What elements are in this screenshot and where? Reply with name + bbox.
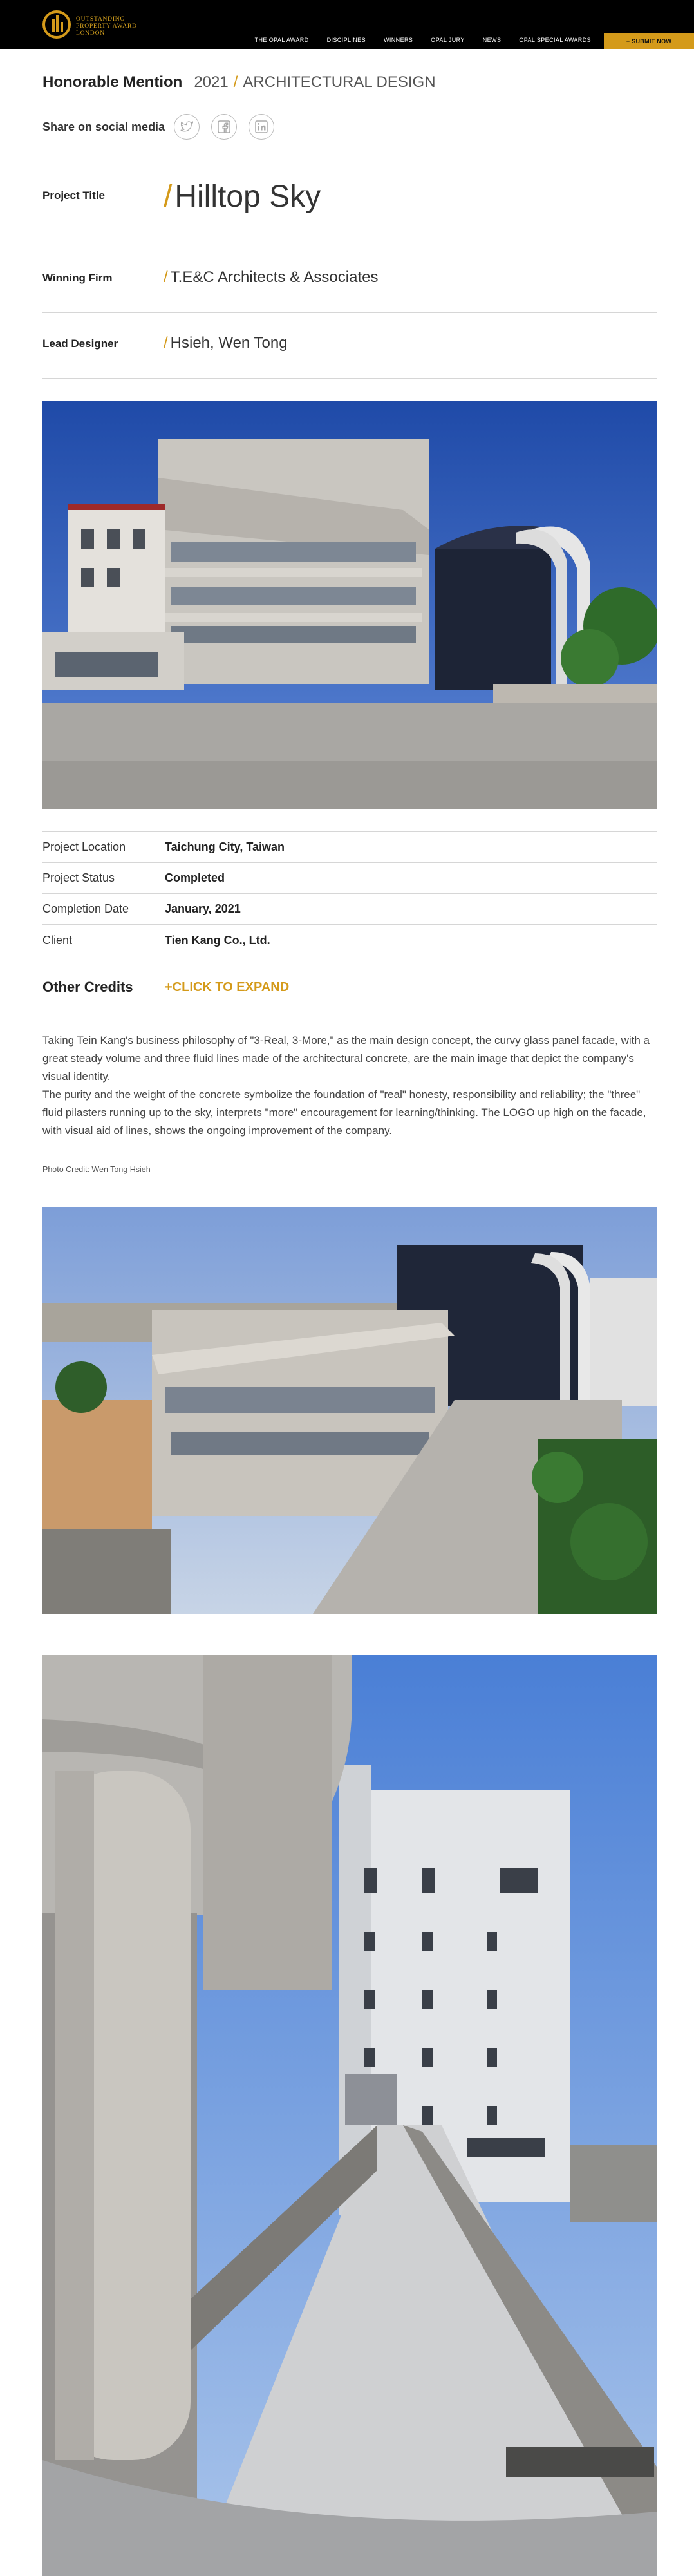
project-photo-3[interactable] [42,1655,657,2576]
detail-value: Tien Kang Co., Ltd. [165,933,270,947]
nav-opal-special-awards[interactable]: OPAL SPECIAL AWARDS [519,37,591,43]
project-title-label: Project Title [42,189,105,202]
project-title-text: Hilltop Sky [174,180,321,214]
photo-credit: Photo Credit: Wen Tong Hsieh [42,1165,151,1174]
nav-winners[interactable]: WINNERS [383,37,413,43]
logo-wordmark [76,16,137,37]
top-navigation-bar [0,0,694,49]
winning-firm-value [164,269,378,287]
nav-news[interactable]: NEWS [482,37,502,43]
title-slash: / [164,180,173,214]
other-credits [42,979,657,996]
project-title-row [42,162,657,247]
share-bar [42,113,286,140]
winning-firm-label: Winning Firm [42,272,113,284]
detail-label: Client [42,933,73,947]
opal-logo-icon [42,8,71,41]
detail-value: Completed [165,871,225,884]
photo-3-image [42,1655,657,2576]
detail-row-location [42,832,657,863]
detail-row-client [42,925,657,956]
lead-designer-text: Hsieh, Wen Tong [170,334,288,352]
project-description [42,1032,661,1140]
share-label: Share on social media [42,120,165,133]
winning-firm-row [42,247,657,313]
detail-label: Completion Date [42,902,129,915]
linkedin-icon[interactable] [249,114,274,140]
detail-value: January, 2021 [165,902,241,915]
award-category: ARCHITECTURAL DESIGN [243,73,436,91]
detail-row-status [42,863,657,894]
logo-line-3: LONDON [76,30,105,37]
description-paragraph-1: Taking Tein Kang's business philosophy of "3-Real, 3-More," as the main design concept, the curvy glass panel facade, with a great steady volume and three fluid lines made of the architectural concrete, are the main image that depict the company's visual identity. [42,1034,650,1083]
logo-line-2: PROPERTY AWARD [76,23,137,30]
award-heading [42,73,436,91]
expand-credits-button[interactable]: +CLICK TO EXPAND [165,980,290,994]
submit-now-button[interactable]: + SUBMIT NOW [604,33,694,49]
project-photo-2[interactable] [42,1207,657,1614]
lead-designer-label: Lead Designer [42,337,118,350]
photo-2-image [42,1207,657,1614]
facebook-icon[interactable] [211,114,237,140]
heading-separator: / [233,73,238,91]
designer-slash: / [164,334,168,352]
nav-opal-jury[interactable]: OPAL JURY [431,37,465,43]
nav-disciplines[interactable]: DISCIPLINES [326,37,366,43]
project-details-table [42,831,657,956]
logo-line-1: OUTSTANDING [76,16,126,23]
detail-row-completion-date [42,894,657,925]
award-rank: Honorable Mention [42,73,183,91]
photo-1-image [42,401,657,809]
other-credits-label: Other Credits [42,979,133,995]
nav-the-opal-award[interactable]: THE OPAL AWARD [254,37,309,43]
detail-label: Project Status [42,871,115,884]
detail-label: Project Location [42,840,126,853]
firm-slash: / [164,269,168,286]
project-title-value [164,179,321,214]
description-paragraph-2: The purity and the weight of the concrete symbolize the foundation of "real" honesty, responsibility and reliability; the "three" fluid pilasters running up to the sky, interprets "more" encouragement for learning/thinking. The LOGO up high on the facade, with visual aid of lines, shows the ongoing improvement of the company. [42,1088,646,1137]
main-nav [254,0,591,49]
winning-firm-text: T.E&C Architects & Associates [170,269,379,286]
twitter-icon[interactable] [174,114,200,140]
detail-value: Taichung City, Taiwan [165,840,285,853]
project-photo-1[interactable] [42,401,657,809]
lead-designer-row [42,313,657,379]
opal-logo[interactable] [42,8,152,41]
lead-designer-value [164,334,288,352]
award-year: 2021 [194,73,229,91]
